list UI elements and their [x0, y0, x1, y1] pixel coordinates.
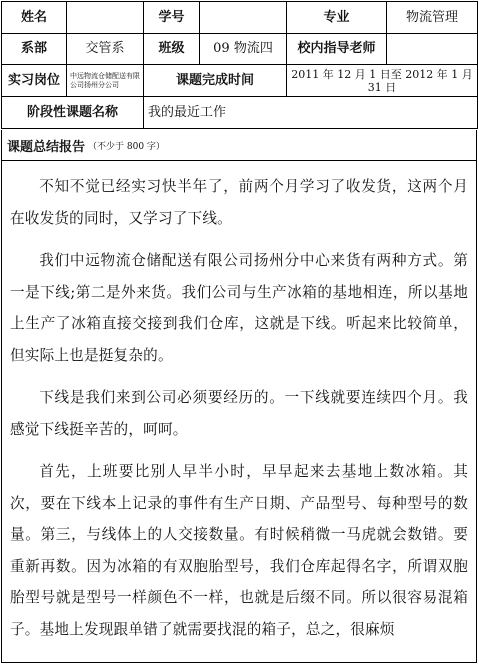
report-paragraph: 我们中远物流仓储配送有限公司扬州分中心来货有两种方式。第一是下线;第二是外来货。我们公司与生产冰箱的基地相连，所以基地上生产了冰箱直接交接到我们仓库，这就是下线。听起来比较简单，但实际上也是挺复杂的。 — [10, 252, 468, 364]
summary-report-title: 课题总结报告 — [7, 139, 86, 155]
student-info-form — [1, 1, 478, 129]
completion-time-value: 2011 年 12 月 1 日至 2012 年 1 月 31 日 — [287, 65, 478, 97]
student-id-value — [200, 2, 287, 34]
report-paragraph: 不知不觉已经实习快半年了，前两个月学习了收发货，这两个月在收发货的同时，又学习了下线。 — [10, 178, 468, 227]
form-row-name — [2, 2, 478, 34]
summary-report-body — [2, 161, 476, 645]
stage-topic-label: 阶段性课题名称 — [2, 97, 144, 129]
internship-position-label: 实习岗位 — [2, 65, 67, 97]
summary-report-header — [2, 130, 476, 161]
form-row-stage-topic — [2, 97, 478, 129]
major-value: 物流管理 — [387, 2, 478, 34]
advisor-value — [387, 34, 478, 65]
form-row-department — [2, 34, 478, 65]
form-row-position — [2, 65, 478, 97]
major-label: 专业 — [287, 2, 387, 34]
name-label: 姓名 — [2, 2, 67, 34]
completion-time-label: 课题完成时间 — [144, 65, 287, 97]
department-label: 系部 — [2, 34, 67, 65]
summary-report — [1, 130, 477, 663]
department-value: 交管系 — [67, 34, 144, 65]
name-value — [67, 2, 144, 34]
report-paragraph: 首先，上班要比别人早半小时，早早起来去基地上数冰箱。其次，要在下线本上记录的事件有生产日期、产品型号、每种型号的数量。第三，与线体上的人交接数量。有时候稍微一马虎就会数错。要重新再数。因为冰箱的有双胞胎型号，我们仓库起得名字，所谓双胞胎型号就是型号一样颜色不一样，也就是后缀不同。所以很容易混箱子。基地上发现跟单错了就需要找混的箱子，总之，很麻烦 — [10, 463, 468, 638]
stage-topic-value: 我的最近工作 — [144, 97, 478, 129]
report-paragraph: 下线是我们来到公司必须要经历的。一下线就要连续四个月。我感觉下线挺辛苦的，呵呵。 — [10, 389, 468, 438]
class-value: 09 物流四 — [200, 34, 287, 65]
advisor-label: 校内指导老师 — [287, 34, 387, 65]
student-id-label: 学号 — [144, 2, 200, 34]
summary-report-note: （不少于 800 字） — [88, 141, 165, 152]
class-label: 班级 — [144, 34, 200, 65]
internship-position-value: 中远物流仓储配送有限公司扬州分公司 — [67, 65, 144, 97]
